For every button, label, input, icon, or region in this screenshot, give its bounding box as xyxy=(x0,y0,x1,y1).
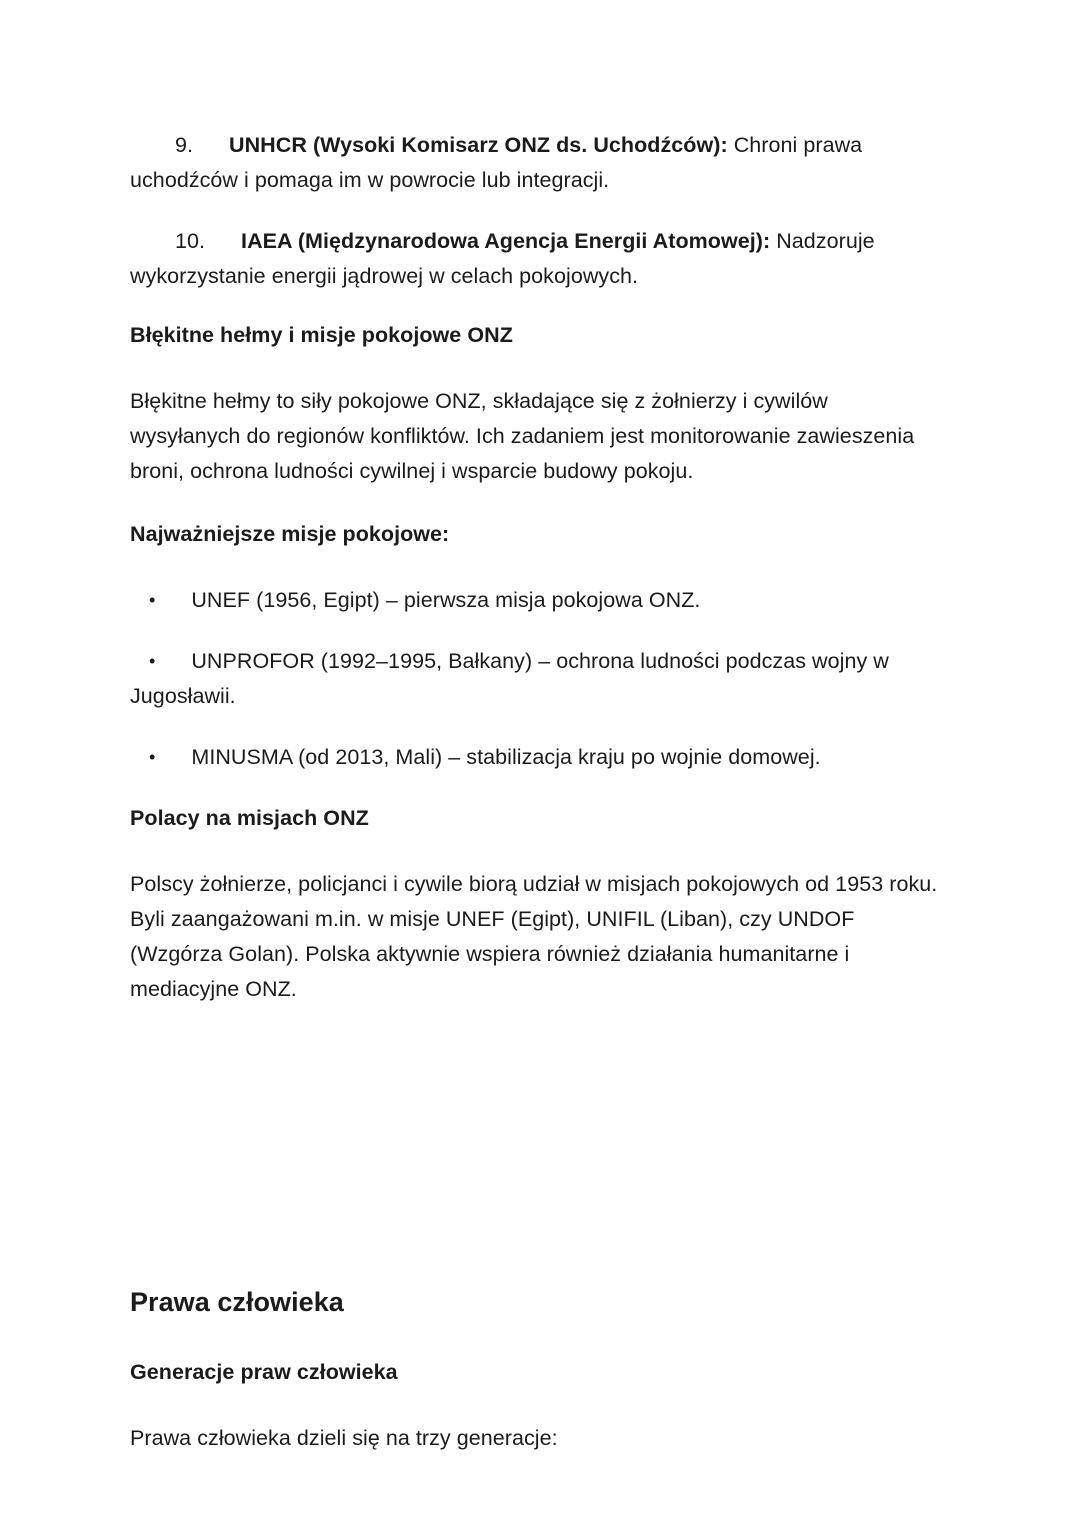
numbered-item-10-description: Nadzoruje wykorzystanie energii jądrowej w celach pokojowych. xyxy=(130,229,875,288)
heading-key-missions: Najważniejsze misje pokojowe: xyxy=(130,522,450,546)
numbered-item-9-term: UNHCR (Wysoki Komisarz ONZ ds. Uchodźców): xyxy=(229,133,728,157)
numbered-item-9 xyxy=(130,128,940,198)
bullet-icon: • xyxy=(149,747,156,767)
heading-poles-on-missions: Polacy na misjach ONZ xyxy=(130,806,369,830)
list-item xyxy=(130,583,940,618)
paragraph-blue-helmets: Błękitne hełmy to siły pokojowe ONZ, składające się z żołnierzy i cywilów wysyłanych do regionów konfliktów. Ich zadaniem jest monitorowanie zawieszenia broni, ochrona ludności cywilnej i wsparcie budowy pokoju. xyxy=(130,389,915,483)
list-number: 9. xyxy=(175,133,194,157)
list-item xyxy=(130,644,940,714)
bullet-icon: • xyxy=(149,590,156,610)
paragraph-generations: Prawa człowieka dzieli się na trzy generacje: xyxy=(130,1426,558,1450)
page-title-human-rights: Prawa człowieka xyxy=(130,1287,344,1317)
list-item-text: UNPROFOR (1992–1995, Bałkany) – ochrona ludności podczas wojny w Jugosławii. xyxy=(130,649,889,708)
list-number: 10. xyxy=(175,229,206,253)
paragraph-poles-on-missions: Polscy żołnierze, policjanci i cywile biorą udział w misjach pokojowych od 1953 roku. Byli zaangażowani m.in. w misje UNEF (Egipt), UNIFIL (Liban), czy UNDOF (Wzgórza Golan). Polska aktywnie wspiera również działania humanitarne i mediacyjne ONZ. xyxy=(130,872,938,1001)
heading-generations: Generacje praw człowieka xyxy=(130,1360,398,1384)
numbered-item-10 xyxy=(130,224,940,294)
list-item-text: MINUSMA (od 2013, Mali) – stabilizacja kraju po wojnie domowej. xyxy=(191,745,821,769)
numbered-item-10-term: IAEA (Międzynarodowa Agencja Energii Atomowej): xyxy=(241,229,771,253)
document-content xyxy=(130,128,940,1486)
heading-blue-helmets: Błękitne hełmy i misje pokojowe ONZ xyxy=(130,323,513,347)
missions-list xyxy=(130,583,940,775)
list-item xyxy=(130,740,940,775)
blank-area xyxy=(130,1037,940,1285)
bullet-icon: • xyxy=(149,651,156,671)
list-item-text: UNEF (1956, Egipt) – pierwsza misja pokojowa ONZ. xyxy=(191,588,701,612)
numbered-item-9-description: Chroni prawa uchodźców i pomaga im w powrocie lub integracji. xyxy=(130,133,863,192)
